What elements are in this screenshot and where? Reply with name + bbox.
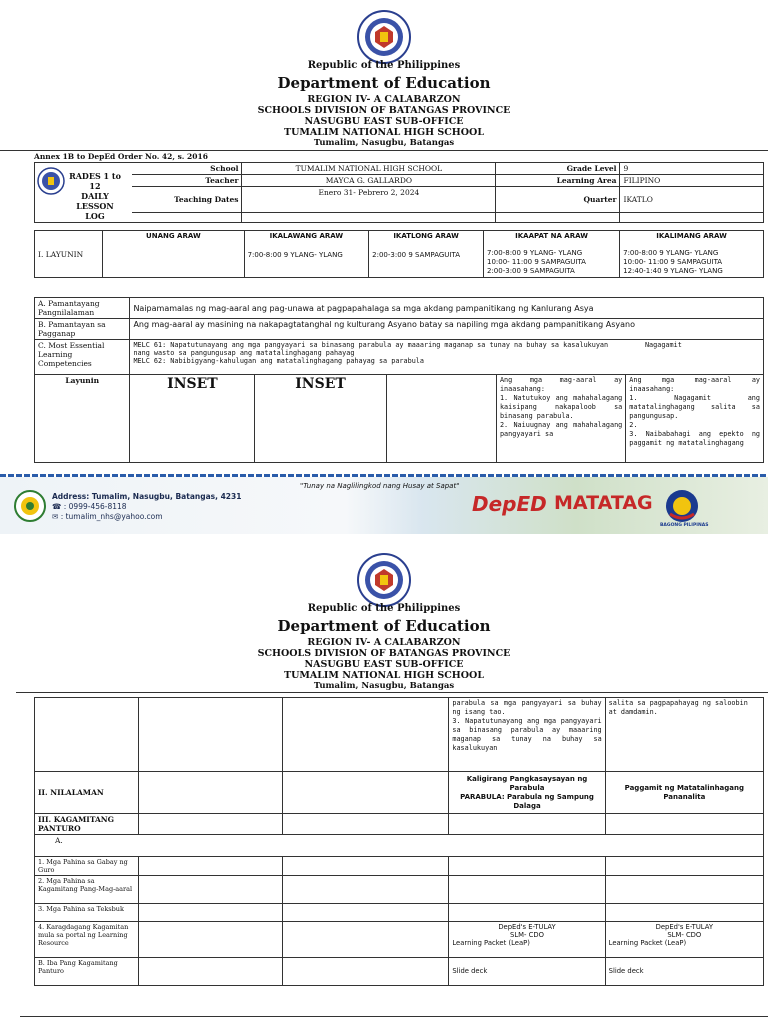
empty-cell bbox=[35, 698, 139, 772]
r4-d5-line-2: SLM- CDO bbox=[667, 931, 702, 939]
empty-cell bbox=[138, 958, 282, 986]
empty-cell bbox=[496, 213, 620, 223]
school-logo-icon bbox=[14, 490, 46, 522]
quarter-field-label: Quarter bbox=[496, 187, 620, 213]
school-address: Tumalim, Nasugbu, Batangas bbox=[313, 681, 455, 691]
empty-cell bbox=[283, 922, 449, 958]
department-title: Department of Education bbox=[277, 617, 491, 635]
footer-stripe bbox=[0, 474, 768, 477]
header-divider bbox=[16, 692, 768, 693]
school-field-value: TUMALIM NATIONAL HIGH SCHOOL bbox=[242, 163, 496, 175]
resource-row-3-label: 3. Mga Pahina sa Teksbuk bbox=[35, 904, 139, 922]
dll-info-table bbox=[34, 162, 764, 223]
email-icon: ✉ bbox=[52, 512, 59, 521]
empty-cell bbox=[138, 772, 282, 814]
resource-row-4-label: 4. Karagdagang Kagamitan mula sa portal ng Learning Resource bbox=[35, 922, 139, 958]
footer-address: Address: Tumalim, Nasugbu, Batangas, 4231 bbox=[52, 492, 242, 501]
page1-footer bbox=[0, 474, 768, 534]
day4-cell bbox=[484, 231, 620, 278]
r4-d4-line-2: SLM- CDO bbox=[510, 931, 544, 939]
footer-motto: "Tunay na Naglilingkod nang Husay at Sapat" bbox=[300, 482, 460, 490]
day5-objective-line-1: Ang mga mag-aaral ay inaasahang: bbox=[629, 376, 760, 393]
layunin-label: Layunin bbox=[35, 375, 130, 463]
republic-label: Republic of the Philippines bbox=[307, 60, 461, 71]
grade-field-value: 9 bbox=[620, 163, 764, 175]
empty-cell bbox=[605, 904, 763, 922]
resource-row-b-day5: Slide deck bbox=[605, 958, 763, 986]
area-field-label: Learning Area bbox=[496, 175, 620, 187]
kagamitan-label: III. KAGAMITANG PANTURO bbox=[35, 814, 139, 835]
division-label: SCHOOLS DIVISION OF BATANGAS PROVINCE bbox=[257, 105, 511, 116]
day2-header: IKALAWANG ARAW bbox=[269, 232, 344, 240]
empty-cell bbox=[620, 213, 764, 223]
school-label: TUMALIM NATIONAL HIGH SCHOOL bbox=[284, 670, 484, 681]
nilalaman-day4-line-2: PARABULA: Parabula ng Sampung Dalaga bbox=[460, 792, 594, 810]
annex-label: Annex 1B to DepEd Order No. 42, s. 2016 bbox=[34, 152, 208, 161]
day5-header: IKALIMANG ARAW bbox=[656, 232, 727, 240]
teacher-field-label: Teacher bbox=[132, 175, 242, 187]
deped-seal-icon bbox=[357, 553, 411, 607]
std-performance-text: Ang mag-aaral ay masining na nakapagtatanghal ng kulturang Asyano batay sa napiling mga akdang pampanitikang Asyano bbox=[130, 319, 764, 340]
day3-cell bbox=[369, 231, 484, 278]
day4-schedule-1: 7:00-8:00 9 YLANG- YLANG bbox=[487, 249, 583, 257]
day3-schedule: 2:00-3:00 9 SAMPAGUITA bbox=[372, 251, 460, 259]
matatag-logo: MATATAG bbox=[554, 492, 653, 514]
std-performance-label: B. Pamantayan sa Pagganap bbox=[35, 319, 130, 340]
day3-objectives bbox=[386, 375, 496, 463]
resource-row-4-day4 bbox=[449, 922, 605, 958]
deped-logo: DepED bbox=[472, 492, 547, 516]
dates-field-value: Enero 31- Pebrero 2, 2024 bbox=[242, 187, 496, 213]
day1-inset: INSET bbox=[130, 375, 255, 463]
day4-schedule-2: 10:00- 11:00 9 SAMPAGUITA bbox=[487, 258, 586, 266]
resource-row-b-day4: Slide deck bbox=[449, 958, 605, 986]
bagong-pilipinas-label: BAGONG PILIPINAS bbox=[660, 523, 709, 528]
bottom-divider bbox=[20, 1016, 768, 1017]
empty-cell bbox=[138, 698, 282, 772]
empty-cell bbox=[138, 876, 282, 904]
empty-cell bbox=[283, 876, 449, 904]
empty-cell bbox=[283, 904, 449, 922]
day5-objective-line-4: 3. Naibabahagi ang epekto ng paggamit ng matatalinghagang bbox=[629, 430, 760, 447]
layunin-section-label: I. LAYUNIN bbox=[35, 231, 103, 278]
page1-header bbox=[0, 58, 768, 148]
day5-objective-line-3: 2. bbox=[629, 421, 638, 429]
empty-cell bbox=[242, 213, 496, 223]
footer-contact bbox=[52, 492, 241, 522]
school-field-label: School bbox=[132, 163, 242, 175]
nilalaman-label: II. NILALAMAN bbox=[35, 772, 139, 814]
nilalaman-day5: Paggamit ng Matatalinhagang Pananalita bbox=[605, 772, 763, 814]
empty-cell bbox=[449, 857, 605, 876]
day1-header: UNANG ARAW bbox=[103, 231, 244, 278]
r4-d4-line-1: DepEd's E-TULAY bbox=[498, 923, 556, 931]
resource-row-2-label: 2. Mga Pahina sa Kagamitang Pang-Mag-aaral bbox=[35, 876, 139, 904]
resource-row-b-label: B. Iba Pang Kagamitang Panturo bbox=[35, 958, 139, 986]
empty-cell bbox=[283, 958, 449, 986]
bagong-pilipinas-icon bbox=[664, 488, 700, 524]
nilalaman-day4 bbox=[449, 772, 605, 814]
melc-label: C. Most Essential Learning Competencies bbox=[35, 340, 130, 375]
empty-cell bbox=[138, 814, 282, 835]
page2-header bbox=[0, 601, 768, 691]
deped-seal-icon bbox=[357, 10, 411, 64]
region-label: REGION IV- A CALABARZON bbox=[307, 94, 461, 105]
melc-61-line-2: nang wasto sa pangungusap ang matatalinghagang pahayag bbox=[133, 349, 355, 357]
deped-small-seal-icon bbox=[37, 167, 65, 195]
grade-field-label: Grade Level bbox=[496, 163, 620, 175]
day4-header: IKAAPAT NA ARAW bbox=[515, 232, 588, 240]
melc-62-text: MELC 62: Nabibigyang-kahulugan ang matatalinghagang pahayag sa parabula bbox=[133, 357, 424, 365]
dll-title-cell bbox=[35, 163, 132, 223]
objectives-table bbox=[34, 297, 764, 463]
division-label: SCHOOLS DIVISION OF BATANGAS PROVINCE bbox=[257, 648, 511, 659]
r4-d4-line-3: Learning Packet (LeaP) bbox=[452, 939, 530, 947]
empty-cell bbox=[132, 213, 242, 223]
dates-field-label: Teaching Dates bbox=[132, 187, 242, 213]
day2-inset: INSET bbox=[255, 375, 386, 463]
empty-cell bbox=[283, 857, 449, 876]
phone-icon: ☎ bbox=[52, 502, 62, 511]
day3-header: IKATLONG ARAW bbox=[393, 232, 459, 240]
day4-schedule-3: 2:00-3:00 9 SAMPAGUITA bbox=[487, 267, 575, 275]
footer-email: : tumalim_nhs@yahoo.com bbox=[60, 512, 163, 521]
republic-label: Republic of the Philippines bbox=[307, 603, 461, 614]
day5-objectives bbox=[626, 375, 764, 463]
header-divider bbox=[0, 150, 768, 151]
day2-schedule: 7:00-8:00 9 YLANG- YLANG bbox=[247, 251, 343, 259]
school-label: TUMALIM NATIONAL HIGH SCHOOL bbox=[284, 127, 484, 138]
region-label: REGION IV- A CALABARZON bbox=[307, 637, 461, 648]
empty-cell bbox=[283, 772, 449, 814]
dll-title-line-4: LOG bbox=[85, 211, 105, 221]
melc-61-text: MELC 61: Napatutunayang ang mga pangyayari sa binasang parabula ay maaaring maganap sa tunay na buhay sa kasalukuyan bbox=[133, 341, 609, 349]
area-field-value: FILIPINO bbox=[620, 175, 764, 187]
department-title: Department of Education bbox=[277, 74, 491, 92]
dll-title-line-3: LESSON bbox=[76, 201, 114, 211]
std-content-text: Naipamamalas ng mag-aaral ang pag-unawa at pagpapahalaga sa mga akdang pampanitikang ng Kanlurang Asya bbox=[130, 298, 764, 319]
empty-cell bbox=[283, 814, 449, 835]
dll-title-line-2: DAILY bbox=[81, 191, 109, 201]
resource-row-4-day5 bbox=[605, 922, 763, 958]
day5-schedule-2: 10:00- 11:00 9 SAMPAGUITA bbox=[623, 258, 723, 266]
empty-cell bbox=[449, 876, 605, 904]
kagamitan-a-label: A. bbox=[35, 835, 764, 857]
day2-cell bbox=[244, 231, 369, 278]
empty-cell bbox=[138, 922, 282, 958]
day4-cont-line-1: parabula sa mga pangyayari sa buhay ng isang tao. bbox=[452, 699, 602, 716]
day4-objectives-cont bbox=[449, 698, 605, 772]
day4-cont-line-2: 3. Napatutunayang ang mga pangyayari sa binasang parabula ay maaaring maganap sa tunay na buhay sa kasalukuyan bbox=[452, 717, 602, 752]
footer-phone: : 0999-456-8118 bbox=[63, 502, 127, 511]
suboffice-label: NASUGBU EAST SUB-OFFICE bbox=[304, 659, 464, 670]
empty-cell bbox=[138, 857, 282, 876]
day5-objective-line-2: 1. Nagagamit ang matatalinghagang salita sa pangungusap. bbox=[629, 394, 760, 420]
empty-cell bbox=[449, 814, 605, 835]
empty-cell bbox=[605, 857, 763, 876]
resource-row-1-label: 1. Mga Pahina sa Gabay ng Guro bbox=[35, 857, 139, 876]
r4-d5-line-1: DepEd's E-TULAY bbox=[655, 923, 714, 931]
melc-61-continued: Nagagamit bbox=[644, 341, 682, 349]
teacher-field-value: MAYCA G. GALLARDO bbox=[242, 175, 496, 187]
empty-cell bbox=[138, 904, 282, 922]
days-table bbox=[34, 230, 764, 278]
empty-cell bbox=[605, 876, 763, 904]
day4-objective-line-3: 2. Naiuugnay ang mahahalagang pangyayari sa bbox=[499, 421, 623, 438]
std-content-label: A. Pamantayang Pangnilalaman bbox=[35, 298, 130, 319]
day5-objectives-cont: salita sa pagpapahayag ng saloobin at damdamin. bbox=[605, 698, 763, 772]
melc-text bbox=[130, 340, 764, 375]
empty-cell bbox=[283, 698, 449, 772]
suboffice-label: NASUGBU EAST SUB-OFFICE bbox=[304, 116, 464, 127]
day5-cell bbox=[620, 231, 764, 278]
nilalaman-day4-line-1: Kaligirang Pangkasaysayan ng Parabula bbox=[466, 774, 588, 792]
empty-cell bbox=[605, 814, 763, 835]
school-address: Tumalim, Nasugbu, Batangas bbox=[313, 138, 455, 148]
day4-objective-line-1: Ang mga mag-aaral ay inaasahang: bbox=[499, 376, 623, 393]
day4-objectives bbox=[496, 375, 625, 463]
page2-table bbox=[34, 697, 764, 986]
dll-title-line-1: RADES 1 to 12 bbox=[69, 171, 121, 191]
day5-schedule-1: 7:00-8:00 9 YLANG- YLANG bbox=[623, 249, 719, 257]
empty-cell bbox=[449, 904, 605, 922]
r4-d5-line-3: Learning Packet (LeaP) bbox=[608, 939, 687, 947]
day4-objective-line-2: 1. Natutukoy ang mahahalagang kaisipang nakapaloob sa binasang parabula. bbox=[499, 394, 623, 420]
quarter-field-value: IKATLO bbox=[620, 187, 764, 213]
day5-schedule-3: 12:40-1:40 9 YLANG- YLANG bbox=[623, 267, 723, 275]
